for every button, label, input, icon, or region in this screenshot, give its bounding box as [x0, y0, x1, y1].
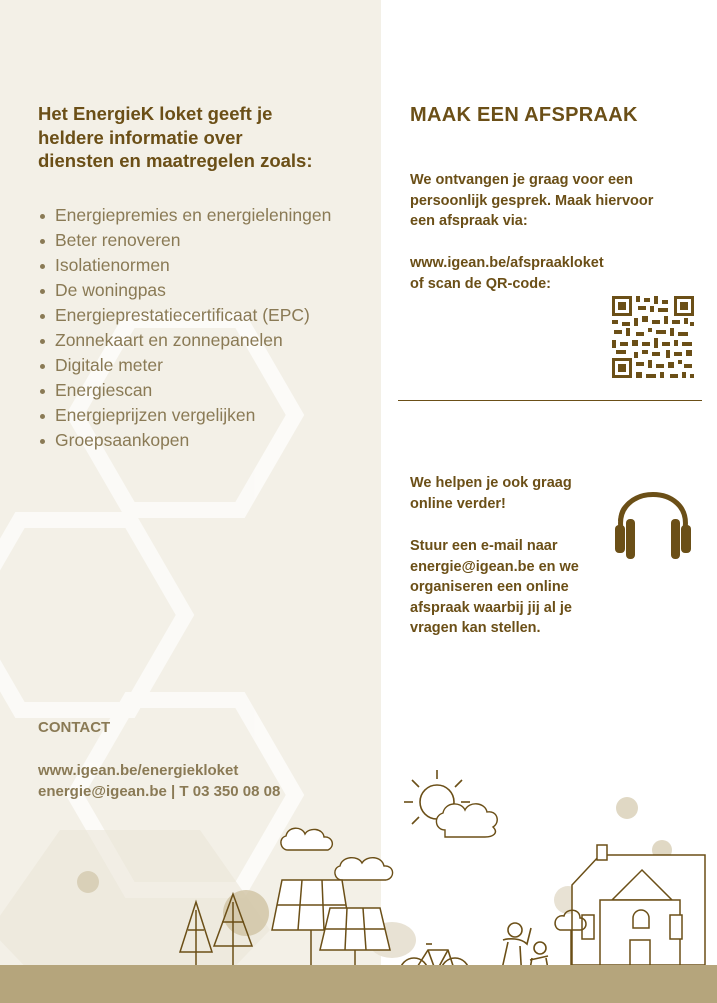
- service-item: Energieprestatiecertificaat (EPC): [38, 303, 378, 328]
- service-item: Energieprijzen vergelijken: [38, 403, 378, 428]
- contact-website-link[interactable]: www.igean.be/energiekloket: [38, 762, 239, 779]
- service-item: Digitale meter: [38, 353, 378, 378]
- ground-band: [0, 965, 717, 1003]
- service-item: De woningpas: [38, 278, 378, 303]
- contact-heading: CONTACT: [38, 719, 111, 736]
- service-item: Groepsaankopen: [38, 428, 378, 453]
- services-list: [38, 203, 378, 453]
- section-divider: [398, 400, 702, 401]
- appointment-url-link[interactable]: www.igean.be/afspraakloket: [410, 255, 604, 271]
- headphones-icon: [612, 467, 694, 565]
- house-icon: [572, 845, 705, 965]
- contact-email-link[interactable]: energie@igean.be: [38, 783, 167, 800]
- service-item: Energiepremies en energieleningen: [38, 203, 378, 228]
- online-mail-text: Stuur een e-mail naar energie@igean.be en we organiseren een online afspraak waarbij jij al je vragen kan stellen.: [410, 538, 579, 636]
- service-item: Energiescan: [38, 378, 378, 403]
- contact-separator: |: [171, 783, 176, 800]
- qr-code-icon[interactable]: [610, 294, 696, 380]
- appointment-intro: We ontvangen je graag voor een persoonlijk gesprek. Maak hiervoor een afspraak via:: [410, 172, 654, 229]
- qr-hint: of scan de QR-code:: [410, 275, 551, 292]
- service-item: Beter renoveren: [38, 228, 378, 253]
- contact-phone[interactable]: T 03 350 08 08: [179, 783, 281, 800]
- appointment-link-block: [410, 253, 700, 294]
- intro-text: Het EnergieK loket geeft je heldere informatie over diensten en maatregelen zoals:: [38, 103, 313, 171]
- solar-panels: [272, 880, 390, 965]
- service-item: Isolatienormen: [38, 253, 378, 278]
- appointment-title: MAAK EEN AFSPRAAK: [410, 104, 638, 126]
- online-help-text: We helpen je ook graag online verder!: [410, 475, 572, 512]
- service-item: Zonnekaart en zonnepanelen: [38, 328, 378, 353]
